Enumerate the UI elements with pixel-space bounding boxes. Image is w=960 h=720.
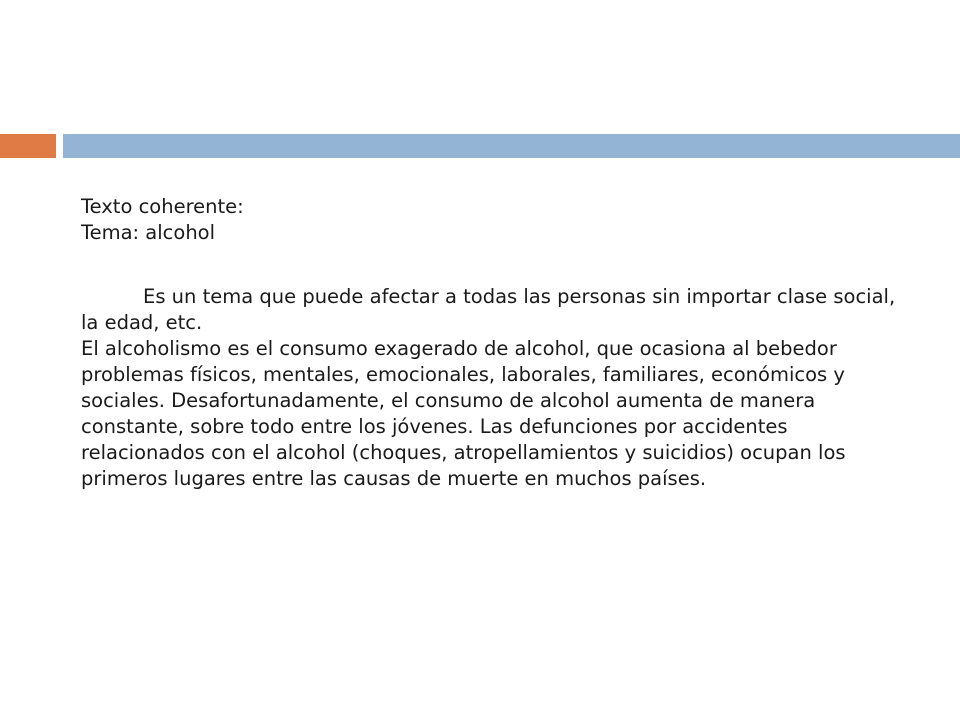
slide-body bbox=[81, 194, 911, 492]
spacer bbox=[81, 246, 911, 284]
accent-bar-orange bbox=[0, 134, 56, 158]
paragraph-2: El alcoholismo es el consumo exagerado de alcohol, que ocasiona al bebedor problemas físicos, mentales, emocionales, laborales, familiares, económicos y sociales. Desafortunadamente, el consumo de alcohol aumenta de manera constante, sobre todo entre los jóvenes. Las defunciones por accidentes relacionados con el alcohol (choques, atropellamientos y suicidios) ocupan los primeros lugares entre las causas de muerte en muchos países. bbox=[81, 337, 846, 490]
paragraph-1-text: Es un tema que puede afectar a todas las personas sin importar clase social, la edad, etc. bbox=[81, 285, 896, 334]
heading-line-1: Texto coherente: bbox=[81, 195, 244, 218]
heading-line-2: Tema: alcohol bbox=[81, 221, 216, 244]
paragraph-1 bbox=[81, 284, 911, 336]
accent-bar-blue bbox=[63, 134, 960, 158]
